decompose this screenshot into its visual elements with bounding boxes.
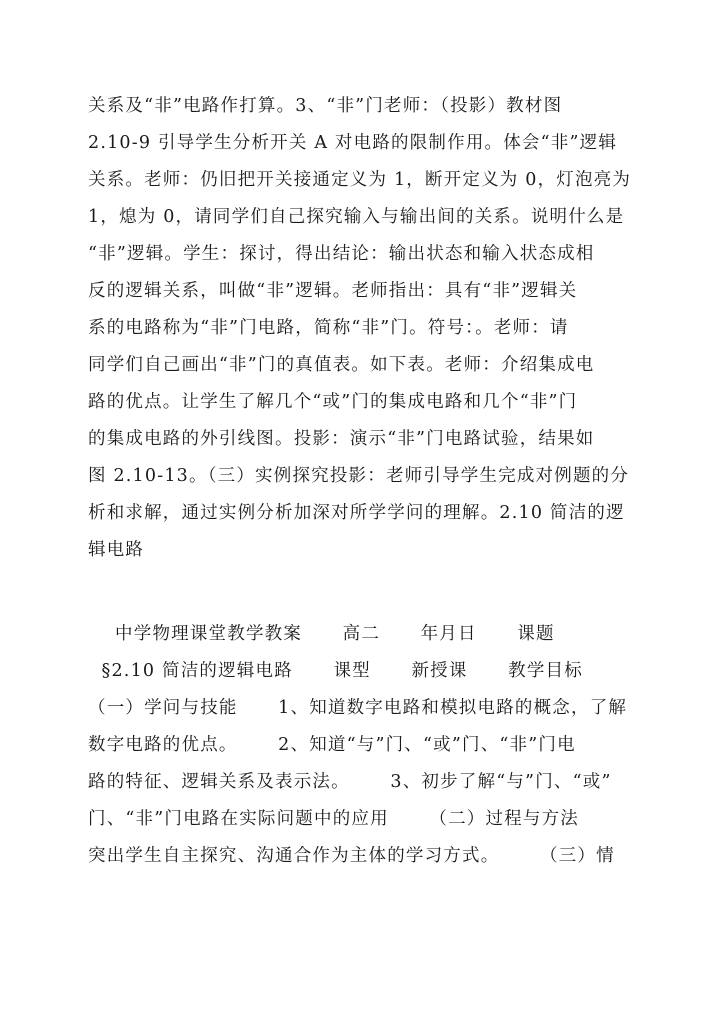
text-line: 2.10-9 引导学生分析开关 A 对电路的限制作用。体会“非”逻辑 [88, 133, 618, 153]
text-line: 数字电路的优点。 2、知道“与”门、“或”门、“非”门电 [88, 735, 576, 755]
text-line: 同学们自己画出“非”门的真值表。如下表。老师：介绍集成电 [88, 355, 595, 375]
text-line: 路的优点。让学生了解几个“或”门的集成电路和几个“非”门 [88, 392, 578, 412]
text-line: “非”逻辑。学生：探讨，得出结论：输出状态和输入状态成相 [88, 244, 595, 264]
text-line: 门、“非”门电路在实际问题中的应用 （二）过程与方法 [88, 809, 579, 829]
text-line: 反的逻辑关系，叫做“非”逻辑。老师指出：具有“非”逻辑关 [88, 281, 578, 301]
text-line: 中学物理课堂教学教案 高二 年月日 课题 [88, 624, 555, 644]
text-line: 析和求解，通过实例分析加深对所学学问的理解。2.10 简洁的逻 [88, 503, 625, 523]
text-line: 1，熄为 0，请同学们自己探究输入与输出间的关系。说明什么是 [88, 207, 625, 227]
text-line: 路的特征、逻辑关系及表示法。 3、初步了解“与”门、“或” [88, 772, 612, 792]
text-line: 辑电路 [88, 540, 145, 560]
text-line: 关系及“非”电路作打算。3、“非”门老师：（投影）教材图 [88, 96, 563, 116]
text-line: （一）学问与技能 1、知道数字电路和模拟电路的概念，了解 [88, 698, 628, 718]
text-line: §2.10 简洁的逻辑电路 课型 新授课 教学目标 [88, 661, 583, 681]
text-line: 的集成电路的外引线图。投影：演示“非”门电路试验，结果如 [88, 429, 595, 449]
text-line: 图 2.10-13。（三）实例探究投影：老师引导学生完成对例题的分 [88, 466, 630, 486]
text-line: 系的电路称为“非”门电路，简称“非”门。符号：。老师：请 [88, 318, 569, 338]
text-line: 突出学生自主探究、沟通合作为主体的学习方式。 （三）情 [88, 846, 615, 866]
text-line: 关系。老师：仍旧把开关接通定义为 1，断开定义为 0，灯泡亮为 [88, 170, 632, 190]
